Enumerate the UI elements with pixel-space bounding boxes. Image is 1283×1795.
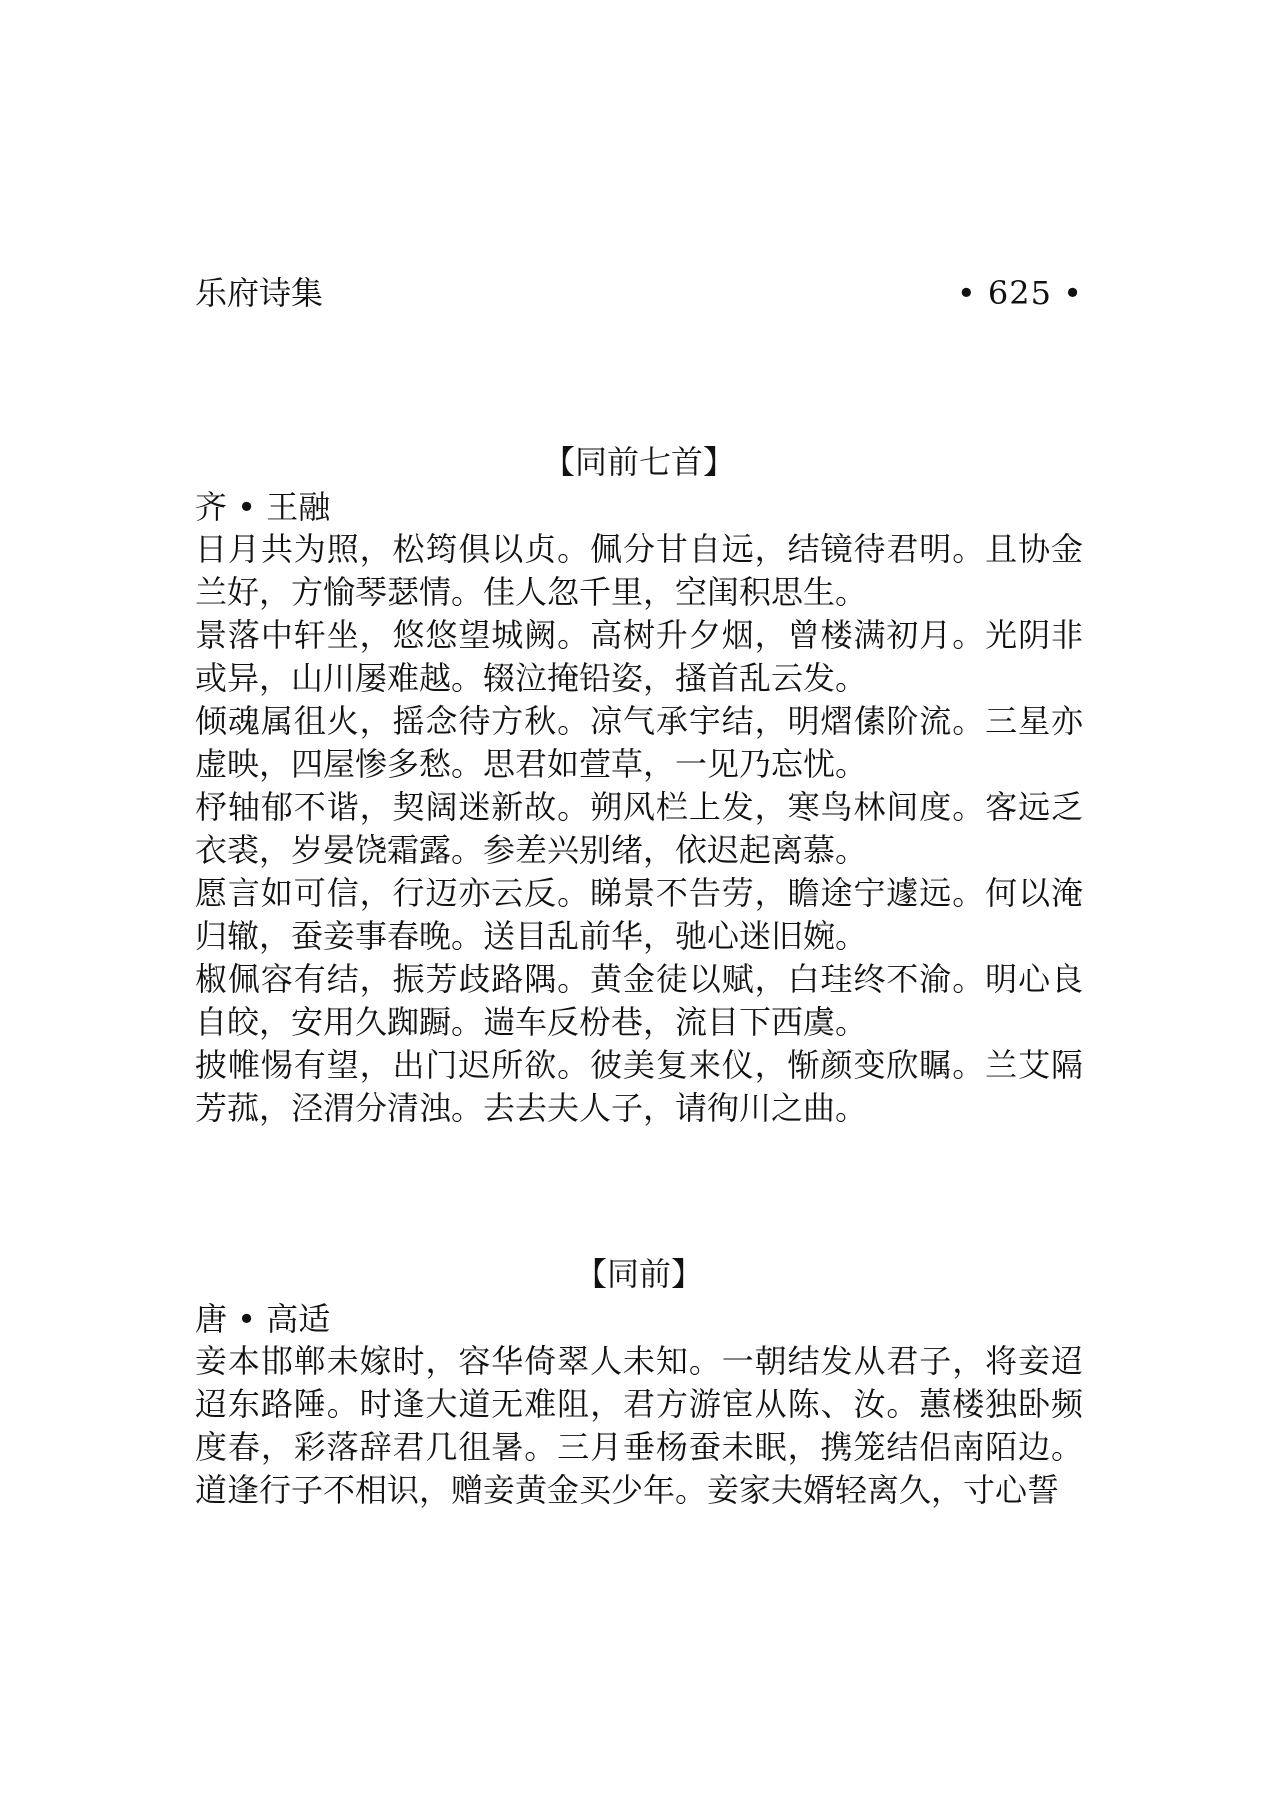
poem-section (195, 1252, 1083, 1512)
stanza: 景落中轩坐，悠悠望城阙。高树升夕烟，曾楼满初月。光阴非或异，山川屡难越。辍泣掩铅姿，搔首乱云发。 (195, 616, 1083, 697)
stanza: 椒佩容有结，振芳歧路隅。黄金徒以赋，白珪终不渝。明心良自皎，安用久踟蹰。遄车反枌巷，流目下西虞。 (195, 960, 1083, 1041)
stanza: 倾魂属徂火，摇念待方秋。凉气承宇结，明熠傃阶流。三星亦虚映，四屋惨多愁。思君如萱草，一见乃忘忧。 (195, 702, 1083, 783)
author-line: 唐 • 高适 (195, 1300, 331, 1338)
stanza: 披帷惕有望，出门迟所欲。彼美复来仪，惭颜变欣瞩。兰艾隔芳菰，泾渭分清浊。去去夫人子，请徇川之曲。 (195, 1046, 1083, 1127)
author-line: 齐 • 王融 (195, 488, 331, 526)
stanza: 日月共为照，松筠俱以贞。佩分甘自远，结镜待君明。且协金兰好，方愉琴瑟情。佳人忽千里，空闺积思生。 (195, 530, 1083, 611)
section-title: 【同前】 (574, 1255, 703, 1293)
stanza: 妾本邯郸未嫁时，容华倚翠人未知。一朝结发从君子，将妾迢迢东路陲。时逢大道无难阻，君方游宦从陈、汝。蕙楼独卧频度春，彩落辞君几徂暑。三月垂杨蚕未眠，携笼结侣南陌边。道逢行子不相识，赠妾黄金买少年。妾家夫婿轻离久，寸心誓 (195, 1342, 1083, 1509)
book-title: 乐府诗集 (195, 274, 324, 312)
poem-section (195, 440, 1083, 1130)
running-header (195, 268, 1083, 318)
stanza: 杼轴郁不谐，契阔迷新故。朔风栏上发，寒鸟林间度。客远乏衣裘，岁晏饶霜露。参差兴别绪，依迟起离慕。 (195, 788, 1083, 869)
stanza: 愿言如可信，行迈亦云反。睇景不告劳，瞻途宁遽远。何以淹归辙，蚕妾事春晚。送目乱前华，驰心迷旧婉。 (195, 874, 1083, 955)
page-number: • 625 • (956, 274, 1083, 312)
section-title: 【同前七首】 (542, 443, 735, 481)
